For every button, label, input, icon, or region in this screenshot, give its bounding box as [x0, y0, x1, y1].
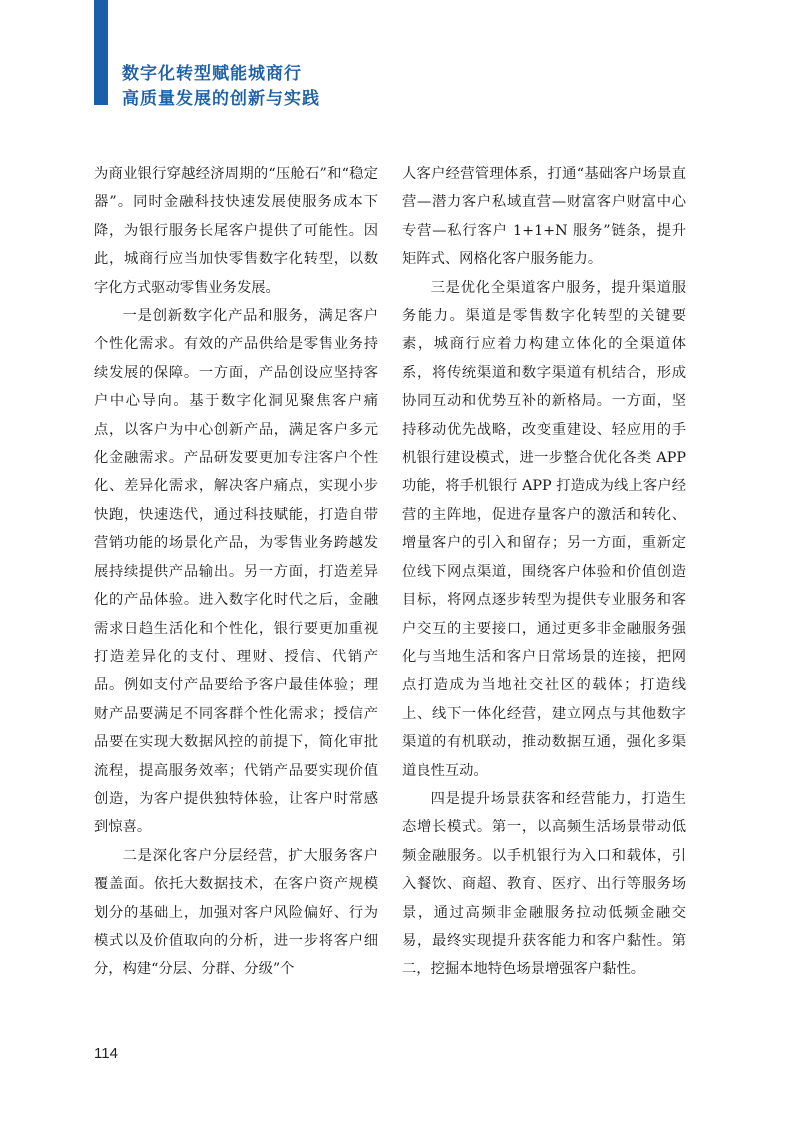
left-column — [94, 160, 378, 984]
paragraph: 一是创新数字化产品和服务，满足客户个性化需求。有效的产品供给是零售业务持续发展的保障。一方面，产品创设应坚持客户中心导向。基于数字化洞见聚焦客户痛点，以客户为中心创新产品，满足客户多元化金融需求。产品研发要更加专注客户个性化、差异化需求，解决客户痛点，实现小步快跑，快速迭代，通过科技赋能，打造自带营销功能的场景化产品，为零售业务跨越发展持续提供产品输出。另一方面，打造差异化的产品体验。进入数字化时代之后，金融需求日趋生活化和个性化，银行要更加重视打造差异化的支付、理财、授信、代销产品。例如支付产品要给予客户最佳体验；理财产品要满足不同客群个性化需求；授信产品要在实现大数据风控的前提下，简化审批流程，提高服务效率；代销产品要实现价值创造，为客户提供独特体验，让客户时常感到惊喜。 — [94, 308, 378, 836]
header-line-1: 数字化转型赋能城商行 — [122, 64, 302, 84]
header-line-2: 高质量发展的创新与实践 — [122, 89, 320, 109]
paragraph: 二是深化客户分层经营，扩大服务客户覆盖面。依托大数据技术，在客户资产规模划分的基础上，加强对客户风险偏好、行为模式以及价值取向的分析，进一步将客户细分，构建“分层、分群、分级”个 — [94, 847, 378, 978]
paragraph: 四是提升场景获客和经营能力，打造生态增长模式。第一，以高频生活场景带动低频金融服务。以手机银行为入口和载体，引入餐饮、商超、教育、医疗、出行等服务场景，通过高频非金融服务拉动低频金融交易，最终实现提升获客能力和客户黏性。第二，挖掘本地特色场景增强客户黏性。 — [402, 790, 686, 978]
paragraph: 三是优化全渠道客户服务，提升渠道服务能力。渠道是零售数字化转型的关键要素，城商行应着力构建立体化的全渠道体系，将传统渠道和数字渠道有机结合，形成协同互动和优势互补的新格局。一方面，坚持移动优先战略，改变重建设、轻应用的手机银行建设模式，进一步整合优化各类 APP 功能，将手机银行 APP 打造成为线上客户经营的主阵地，促进存量客户的激活和转化、增量客户的引入和留存；另一方面，重新定位线下网点渠道，围绕客户体验和价值创造目标，将网点逐步转型为提供专业服务和客户交互的主要接口，通过更多非金融服务强化与当地生活和客户日常场景的连接，把网点打造成为当地社交社区的载体；打造线上、线下一体化经营，建立网点与其他数字渠道的有机联动，推动数据互通，强化多渠道良性互动。 — [402, 279, 686, 779]
right-column — [402, 160, 686, 984]
paragraph: 人客户经营管理体系，打通“基础客户场景直营—潜力客户私域直营—财富客户财富中心专营—私行客户 1+1+N 服务”链条，提升矩阵式、网格化客户服务能力。 — [402, 166, 686, 268]
paragraph: 为商业银行穿越经济周期的“压舱石”和“稳定器”。同时金融科技快速发展使服务成本下降，为银行服务长尾客户提供了可能性。因此，城商行应当加快零售数字化转型，以数字化方式驱动零售业务发展。 — [94, 166, 378, 296]
page-number: 114 — [94, 1045, 118, 1062]
running-header — [122, 62, 320, 112]
header-accent-bar — [94, 0, 108, 105]
